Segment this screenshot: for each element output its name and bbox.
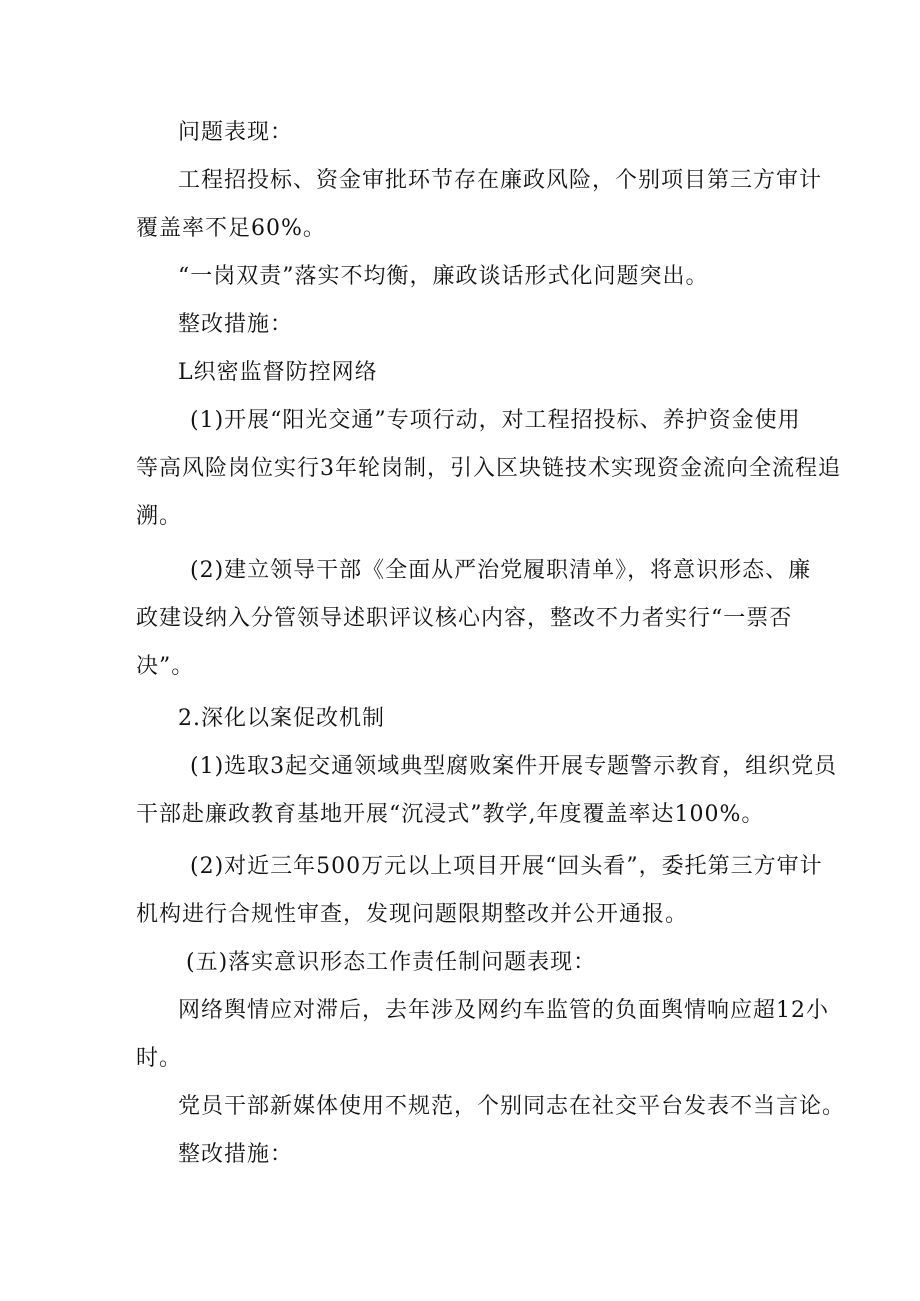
paragraph-line: 覆盖率不足60%。 <box>136 216 326 241</box>
paragraph-line: 干部赴廉政教育基地开展“沉浸式”教学,年度覆盖率达100%。 <box>136 802 765 827</box>
paragraph-line: 机构进行合规性审查，发现问题限期整改并公开通报。 <box>136 902 689 927</box>
paragraph-line: (2)对近三年500万元以上项目开展“回头看”，委托第三方审计 <box>190 854 823 879</box>
paragraph-line: 时。 <box>136 1046 183 1071</box>
heading-problem-performance: 问题表现： <box>178 120 294 145</box>
paragraph-line: (1)选取3起交通领域典型腐败案件开展专题警示教育，组织党员 <box>190 754 838 779</box>
heading-rectification-measures: 整改措施： <box>178 312 294 337</box>
paragraph-line: (2)建立领导干部《全面从严治党履职清单》，将意识形态、廉 <box>190 558 812 583</box>
heading-rectification-measures: 整改措施： <box>178 1142 294 1167</box>
paragraph-line: 网络舆情应对滞后，去年涉及网约车监管的负面舆情响应超12小 <box>178 998 829 1023</box>
paragraph-line: “一岗双责”落实不均衡，廉政谈话形式化问题突出。 <box>178 264 709 289</box>
paragraph-line: 党员干部新媒体使用不规范，个别同志在社交平台发表不当言论。 <box>178 1094 846 1119</box>
paragraph-line: 政建设纳入分管领导述职评议核心内容，整改不力者实行“一票否 <box>136 606 793 631</box>
paragraph-line: 决”。 <box>136 654 195 679</box>
paragraph-line: 溯。 <box>136 504 183 529</box>
subheading-item-1: L织密监督防控网络 <box>178 360 378 385</box>
paragraph-line: 等高风险岗位实行3年轮岗制，引入区块链技术实现资金流向全流程追 <box>136 456 841 481</box>
paragraph-line: 工程招投标、资金审批环节存在廉政风险，个别项目第三方审计 <box>178 168 823 193</box>
section-heading-five: (五)落实意识形态工作责任制问题表现： <box>186 950 597 975</box>
paragraph-line: (1)开展“阳光交通”专项行动，对工程招投标、养护资金使用 <box>190 408 801 433</box>
subheading-item-2: 2.深化以案促改机制 <box>178 706 385 731</box>
